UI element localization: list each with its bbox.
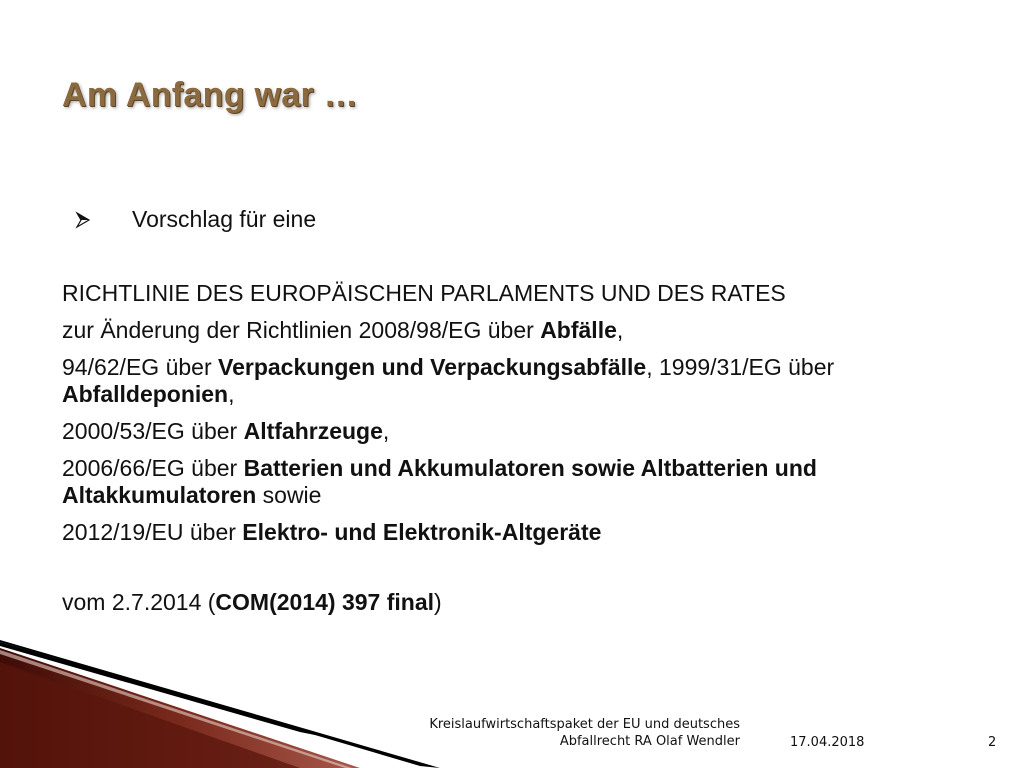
body-line-5: 2006/66/EG über Batterien und Akkumulatoren sowie Altbatterien und Altakkumulatoren sowie <box>62 455 817 508</box>
footer-page-number: 2 <box>988 735 997 750</box>
bullet-item <box>74 206 316 233</box>
footer-title: Kreislaufwirtschaftspaket der EU und deutsches Abfallrecht RA Olaf Wendler <box>429 717 740 749</box>
body-text <box>62 280 972 626</box>
body-line-1: RICHTLINIE DES EUROPÄISCHEN PARLAMENTS UND DES RATES <box>62 280 786 306</box>
body-line-3: 94/62/EG über Verpackungen und Verpackungsabfälle, 1999/31/EG über Abfalldeponien, <box>62 354 835 407</box>
footer-date: 17.04.2018 <box>790 735 865 750</box>
body-line-4: 2000/53/EG über Altfahrzeuge, <box>62 418 390 444</box>
body-line-2: zur Änderung der Richtlinien 2008/98/EG über Abfälle, <box>62 317 624 343</box>
body-line-6: 2012/19/EU über Elektro- und Elektronik-Altgeräte <box>62 519 602 545</box>
arrow-bullet-icon <box>74 211 92 229</box>
spacer <box>62 556 972 589</box>
body-line-7: vom 2.7.2014 (COM(2014) 397 final) <box>62 589 442 615</box>
bullet-text: Vorschlag für eine <box>132 206 317 232</box>
slide-title: Am Anfang war … <box>62 76 359 114</box>
